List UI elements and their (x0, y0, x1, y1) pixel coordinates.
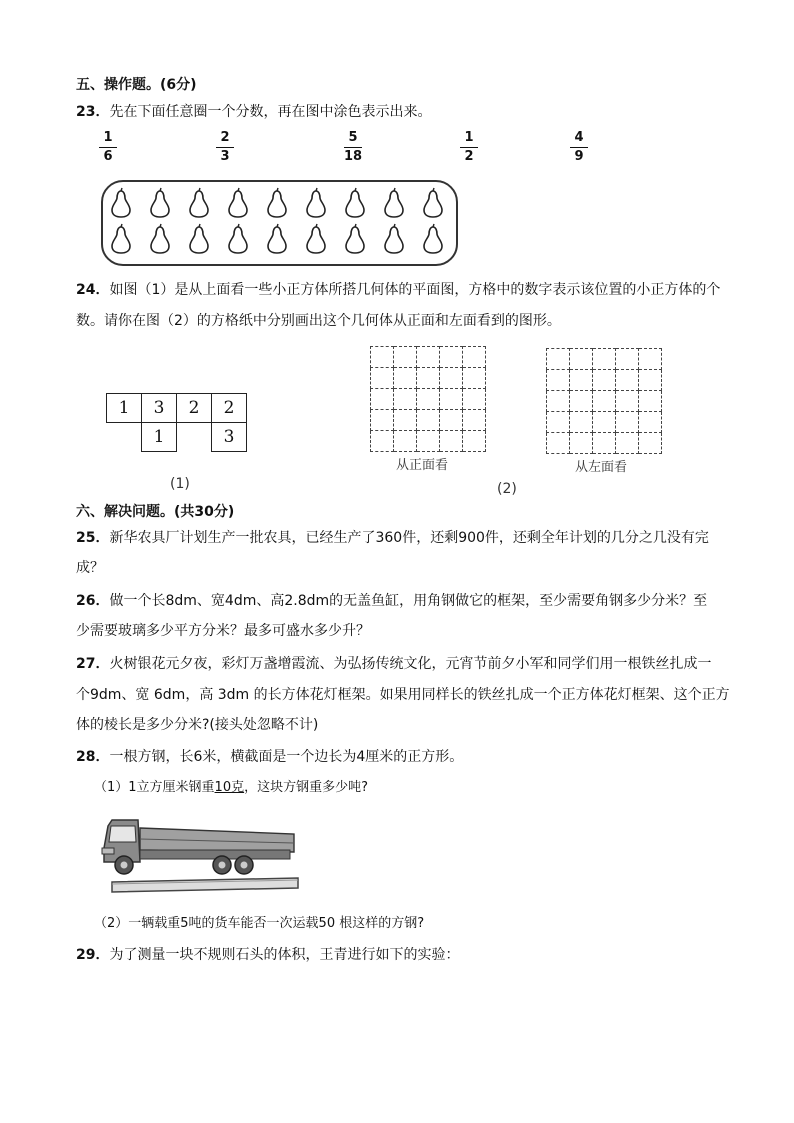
fraction-option[interactable] (459, 130, 479, 165)
fraction-option[interactable] (98, 130, 118, 165)
question-24-line2: 数。请你在图（2）的方格纸中分别画出这个几何体从正面和左面看到的图形。 (76, 313, 561, 329)
question-number: 24． (76, 282, 110, 298)
section-6-heading: 六、解决问题。(共30分) (76, 504, 235, 520)
question-28 (76, 747, 463, 767)
pear-icon[interactable] (424, 224, 442, 253)
grid-cell: 1 (107, 394, 142, 423)
pear-icon[interactable] (307, 188, 325, 217)
grid-cell: 3 (212, 423, 247, 452)
pear-grid (103, 182, 455, 263)
left-view-drawing-grid[interactable] (546, 348, 662, 454)
grid-cell: 2 (177, 394, 212, 423)
numerator: 1 (103, 130, 113, 145)
left-view-caption: 从左面看 (575, 460, 628, 475)
pear-icon[interactable] (268, 188, 286, 217)
top-view-grid (106, 393, 247, 452)
question-27-line2: 个9dm、宽 6dm，高 3dm 的长方体花灯框架。如果用同样长的铁丝扎成一个正方体花灯框架、这个正方 (76, 687, 730, 703)
question-number: 23． (76, 104, 110, 120)
denominator: 6 (103, 149, 113, 164)
question-26-line2: 少需要玻璃多少平方分米？最多可盛水多少升？ (76, 623, 370, 639)
question-number: 29． (76, 947, 110, 963)
question-text: 如图（1）是从上面看一些小正方体所搭几何体的平面图，方格中的数字表示该位置的小正方体的个 (109, 282, 721, 298)
pear-icon[interactable] (346, 188, 364, 217)
numerator: 5 (348, 130, 358, 145)
question-24-line1 (76, 280, 720, 300)
fraction-option[interactable] (343, 130, 363, 165)
sub-question-text: （1）1立方厘米钢重 (94, 780, 215, 795)
pear-icon[interactable] (385, 188, 403, 217)
pear-icon[interactable] (385, 224, 403, 253)
question-23 (76, 102, 431, 122)
figure-1-caption: (1) (170, 476, 190, 492)
denominator: 2 (464, 149, 474, 164)
pear-icon[interactable] (112, 188, 130, 217)
grid-cell: 3 (142, 394, 177, 423)
pear-icon[interactable] (307, 224, 325, 253)
grid-cell: 2 (212, 394, 247, 423)
question-28-sub2: （2）一辆载重5吨的货车能否一次运载50 根这样的方钢? (94, 916, 425, 931)
question-text: 为了测量一块不规则石头的体积，王青进行如下的实验： (109, 947, 460, 963)
denominator: 3 (220, 149, 230, 164)
question-text: 火树银花元夕夜，彩灯万盏增霞流、为弘扬传统文化，元宵节前夕小军和同学们用一根铁丝扎成一 (109, 656, 712, 672)
question-26-line1 (76, 591, 707, 611)
sub-question-text: ，这块方钢重多少吨? (244, 780, 368, 795)
pear-icon[interactable] (346, 224, 364, 253)
question-27-line1 (76, 654, 711, 674)
question-number: 26． (76, 593, 110, 609)
fraction-option[interactable] (569, 130, 589, 165)
question-number: 27． (76, 656, 110, 672)
section-5-heading: 五、操作题。(6分) (76, 77, 197, 93)
pear-icon[interactable] (229, 224, 247, 253)
question-number: 25． (76, 530, 110, 546)
question-28-sub1 (94, 778, 368, 798)
pear-icon[interactable] (424, 188, 442, 217)
question-25-line2: 成？ (76, 560, 104, 576)
pear-icon[interactable] (112, 224, 130, 253)
figure-2-caption: (2) (497, 481, 517, 497)
grid-cell: 1 (142, 423, 177, 452)
pear-icon[interactable] (190, 188, 208, 217)
pear-icon[interactable] (151, 188, 169, 217)
question-29 (76, 945, 459, 965)
fraction-option[interactable] (215, 130, 235, 165)
pear-icon[interactable] (190, 224, 208, 253)
question-number: 28． (76, 749, 110, 765)
pear-icon[interactable] (229, 188, 247, 217)
denominator: 9 (574, 149, 584, 164)
question-text: 先在下面任意圈一个分数，再在图中涂色表示出来。 (109, 104, 432, 120)
front-view-drawing-grid[interactable] (370, 346, 486, 452)
numerator: 2 (220, 130, 230, 145)
denominator: 18 (343, 149, 363, 164)
pear-icon[interactable] (151, 224, 169, 253)
question-25-line1 (76, 528, 709, 548)
numerator: 1 (464, 130, 474, 145)
question-text: 一根方钢，长6米，横截面是一个边长为4厘米的正方形。 (109, 749, 464, 765)
pear-box (101, 180, 458, 266)
pear-icon[interactable] (268, 224, 286, 253)
question-27-line3: 体的棱长是多少分米?(接头处忽略不计) (76, 717, 319, 733)
front-view-caption: 从正面看 (396, 458, 449, 473)
numerator: 4 (574, 130, 584, 145)
truck-icon (98, 812, 302, 896)
question-text: 做一个长8dm、宽4dm、高2.8dm的无盖鱼缸，用角钢做它的框架，至少需要角钢多少分米？至 (109, 593, 708, 609)
underlined-value: 10克 (214, 780, 245, 795)
question-text: 新华农具厂计划生产一批农具，已经生产了360件，还剩900件，还剩全年计划的几分之几没有完 (109, 530, 709, 546)
